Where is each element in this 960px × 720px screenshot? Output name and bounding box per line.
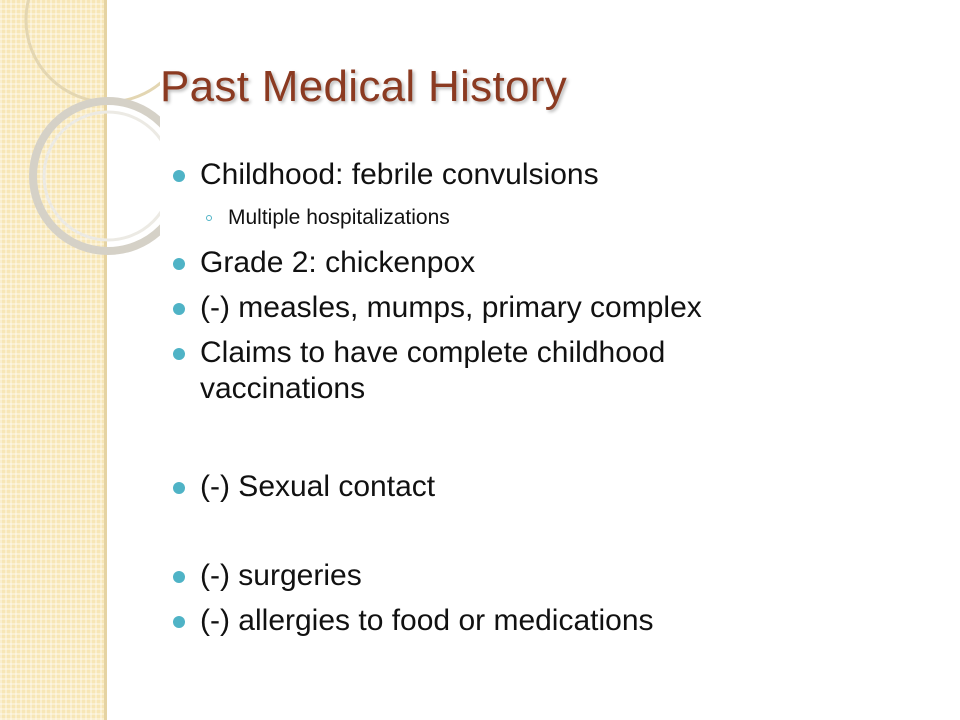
- bullet-dot-icon: [173, 258, 185, 270]
- bullet-dot-icon: [173, 571, 185, 583]
- bullet-dot-icon: [173, 348, 185, 360]
- bullet-text: (-) Sexual contact: [200, 470, 436, 503]
- bullet-dot-icon: [173, 303, 185, 315]
- bullet-text-line: Claims to have complete childhood: [200, 336, 666, 369]
- slide-title: Past Medical History: [160, 62, 568, 111]
- bullet-item: [200, 558, 362, 594]
- bullet-text: (-) surgeries: [200, 559, 362, 592]
- bullet-text: Grade 2: chickenpox: [200, 246, 476, 279]
- sub-bullet-circle-icon: [206, 215, 212, 221]
- bullet-dot-icon: [173, 616, 185, 628]
- bullet-text: (-) measles, mumps, primary complex: [200, 291, 702, 324]
- bullet-item: [200, 335, 665, 407]
- sub-bullet-text: Multiple hospitalizations: [228, 206, 450, 229]
- bullet-item: [200, 469, 435, 505]
- bullet-dot-icon: [173, 482, 185, 494]
- bullet-item: [200, 290, 702, 326]
- bullet-text: Childhood: febrile convulsions: [200, 158, 599, 191]
- bullet-item: [200, 603, 654, 639]
- bullet-text-line: vaccinations: [200, 372, 366, 405]
- sub-bullet-item: [228, 205, 450, 231]
- bullet-text: (-) allergies to food or medications: [200, 604, 654, 637]
- bullet-item: [200, 245, 475, 281]
- bullet-dot-icon: [173, 170, 185, 182]
- bullet-item: [200, 157, 599, 193]
